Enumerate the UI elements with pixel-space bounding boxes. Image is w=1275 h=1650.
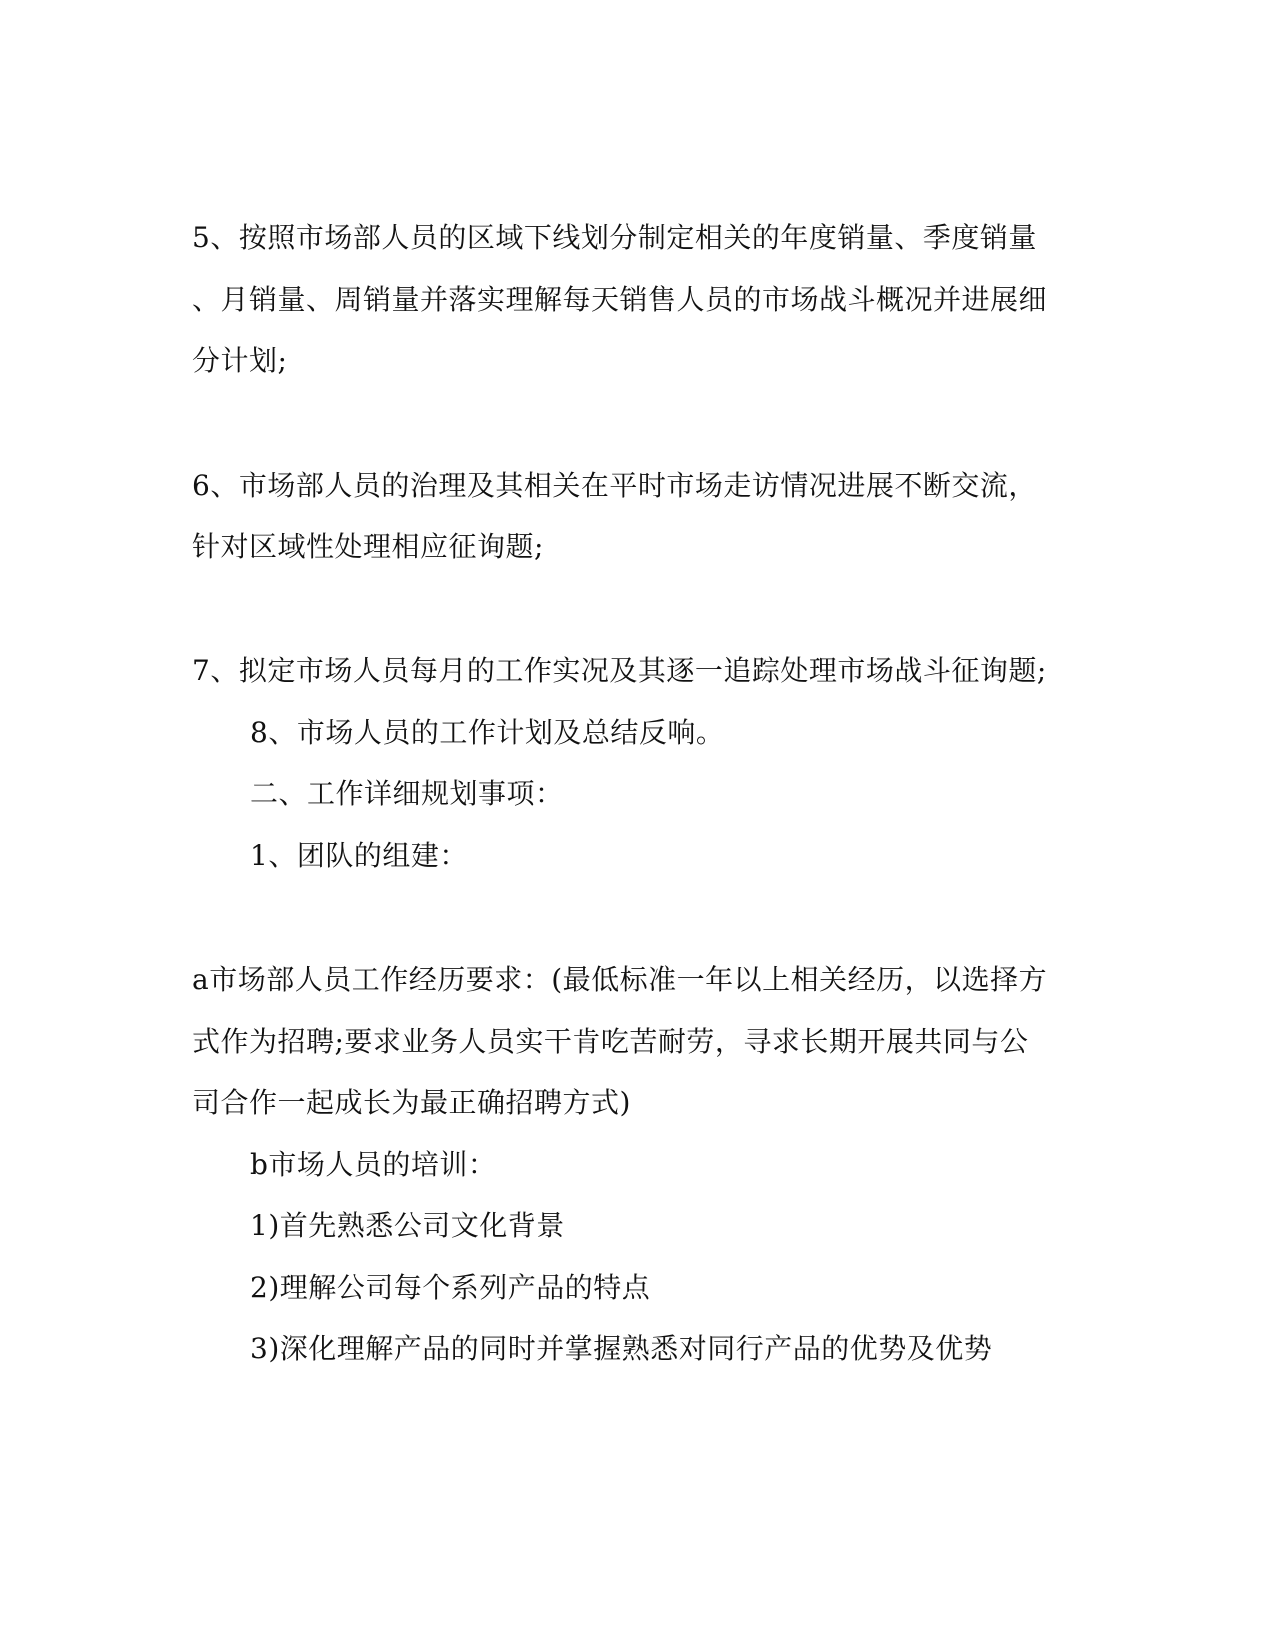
paragraph-5-line-1: 5、按照市场部人员的区域下线划分制定相关的年度销量、季度销量 [192,221,1037,254]
paragraph-8-line-1: 8、市场人员的工作计划及总结反响。 [250,716,725,749]
list-item-1: 1)首先熟悉公司文化背景 [250,1209,565,1242]
paragraph-a-line-1: a市场部人员工作经历要求：(最低标准一年以上相关经历，以选择方 [192,963,1048,996]
paragraph-6-line-2: 针对区域性处理相应征询题; [192,530,544,563]
paragraph-6-line-1: 6、市场部人员的治理及其相关在平时市场走访情况进展不断交流， [192,469,1037,502]
section-heading-2: 二、工作详细规划事项： [250,777,564,810]
subsection-heading-1: 1、团队的组建： [250,839,468,872]
paragraph-5-line-3: 分计划; [192,344,288,377]
list-item-3: 3)深化理解产品的同时并掌握熟悉对同行产品的优势及优势 [250,1332,993,1365]
paragraph-7-line-1: 7、拟定市场人员每月的工作实况及其逐一追踪处理市场战斗征询题; [192,654,1047,687]
paragraph-b-heading: b市场人员的培训： [250,1148,497,1181]
list-item-2: 2)理解公司每个系列产品的特点 [250,1271,651,1304]
paragraph-a-line-3: 司合作一起成长为最正确招聘方式) [192,1086,631,1119]
paragraph-5-line-2: 、月销量、周销量并落实理解每天销售人员的市场战斗概况并进展细 [192,283,1048,316]
paragraph-a-line-2: 式作为招聘;要求业务人员实干肯吃苦耐劳，寻求长期开展共同与公 [192,1025,1029,1058]
